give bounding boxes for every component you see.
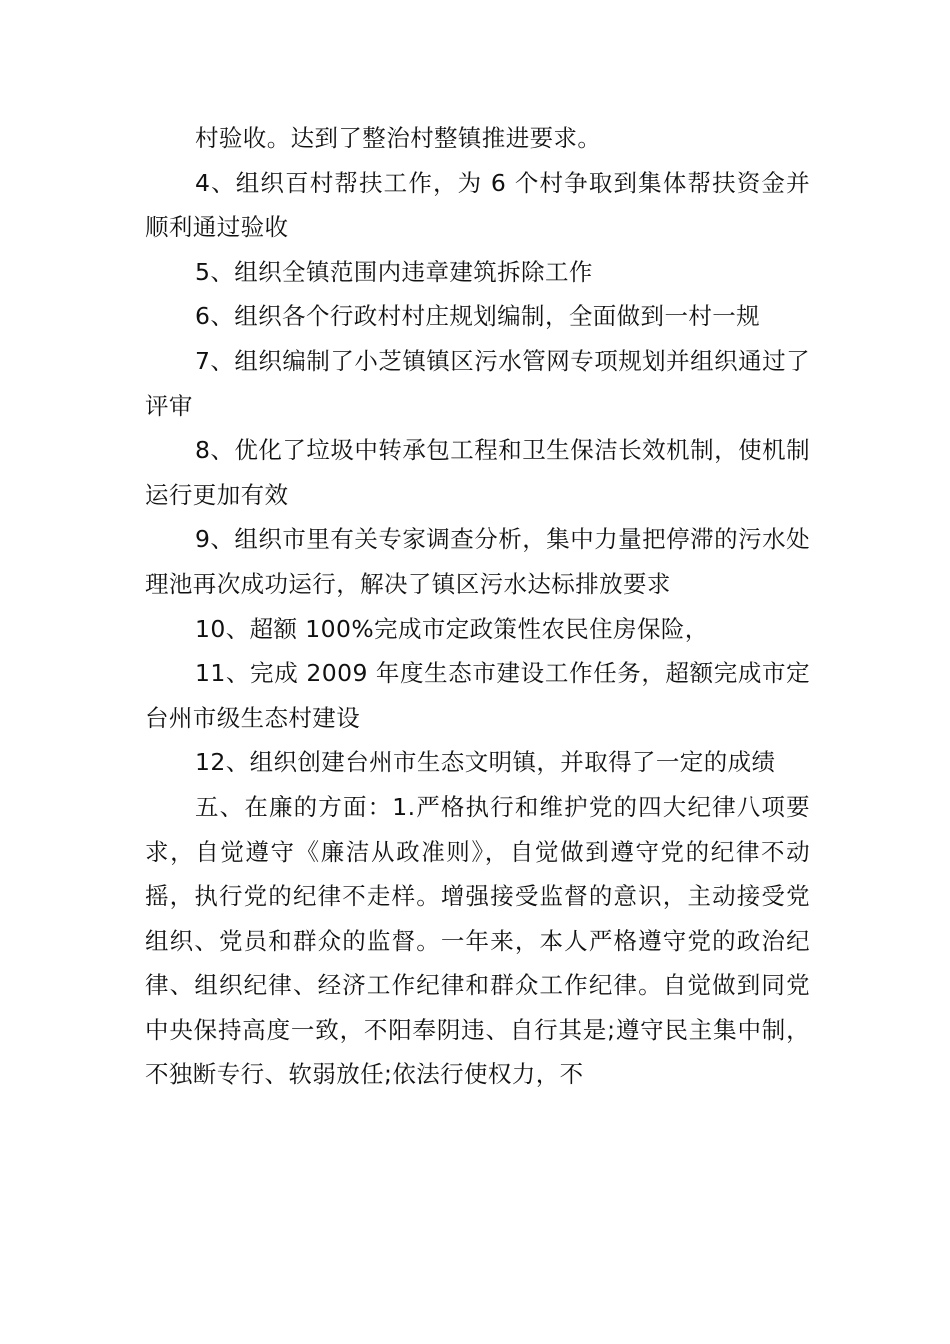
paragraph-item-8: 8、优化了垃圾中转承包工程和卫生保洁长效机制，使机制运行更加有效 <box>145 436 810 509</box>
paragraph-item-4: 4、组织百村帮扶工作，为 6 个村争取到集体帮扶资金并顺利通过验收 <box>145 168 810 242</box>
paragraph-item-6: 6、组织各个行政村村庄规划编制，全面做到一村一规 <box>195 302 761 331</box>
paragraph-item-5: 5、组织全镇范围内违章建筑拆除工作 <box>195 257 593 286</box>
paragraph-item-7: 7、组织编制了小芝镇镇区污水管网专项规划并组织通过了评审 <box>145 346 810 420</box>
document-body <box>145 116 810 1097</box>
paragraph-item-11: 11、完成 2009 年度生态市建设工作任务，超额完成市定台州市级生态村建设 <box>145 659 810 732</box>
paragraph-item-12: 12、组织创建台州市生态文明镇，并取得了一定的成绩 <box>195 748 776 777</box>
paragraph-item-9: 9、组织市里有关专家调查分析，集中力量把停滞的污水处理池再次成功运行，解决了镇区污水达标排放要求 <box>145 525 810 598</box>
paragraph-item-10: 10、超额 100%完成市定政策性农民住房保险， <box>195 614 709 643</box>
paragraph-integrity-section: 五、在廉的方面：1.严格执行和维护党的四大纪律八项要求，自觉遵守《廉洁从政准则》，自觉做到遵守党的纪律不动摇，执行党的纪律不走样。增强接受监督的意识，主动接受党组织、党员和群众的监督。一年来，本人严格遵守党的政治纪律、组织纪律、经济工作纪律和群众工作纪律。自觉做到同党中央保持高度一致，不阳奉阴违、自行其是;遵守民主集中制，不独断专行、软弱放任;依法行使权力，不 <box>145 792 810 1089</box>
paragraph-village-acceptance: 村验收。达到了整治村整镇推进要求。 <box>195 124 602 152</box>
